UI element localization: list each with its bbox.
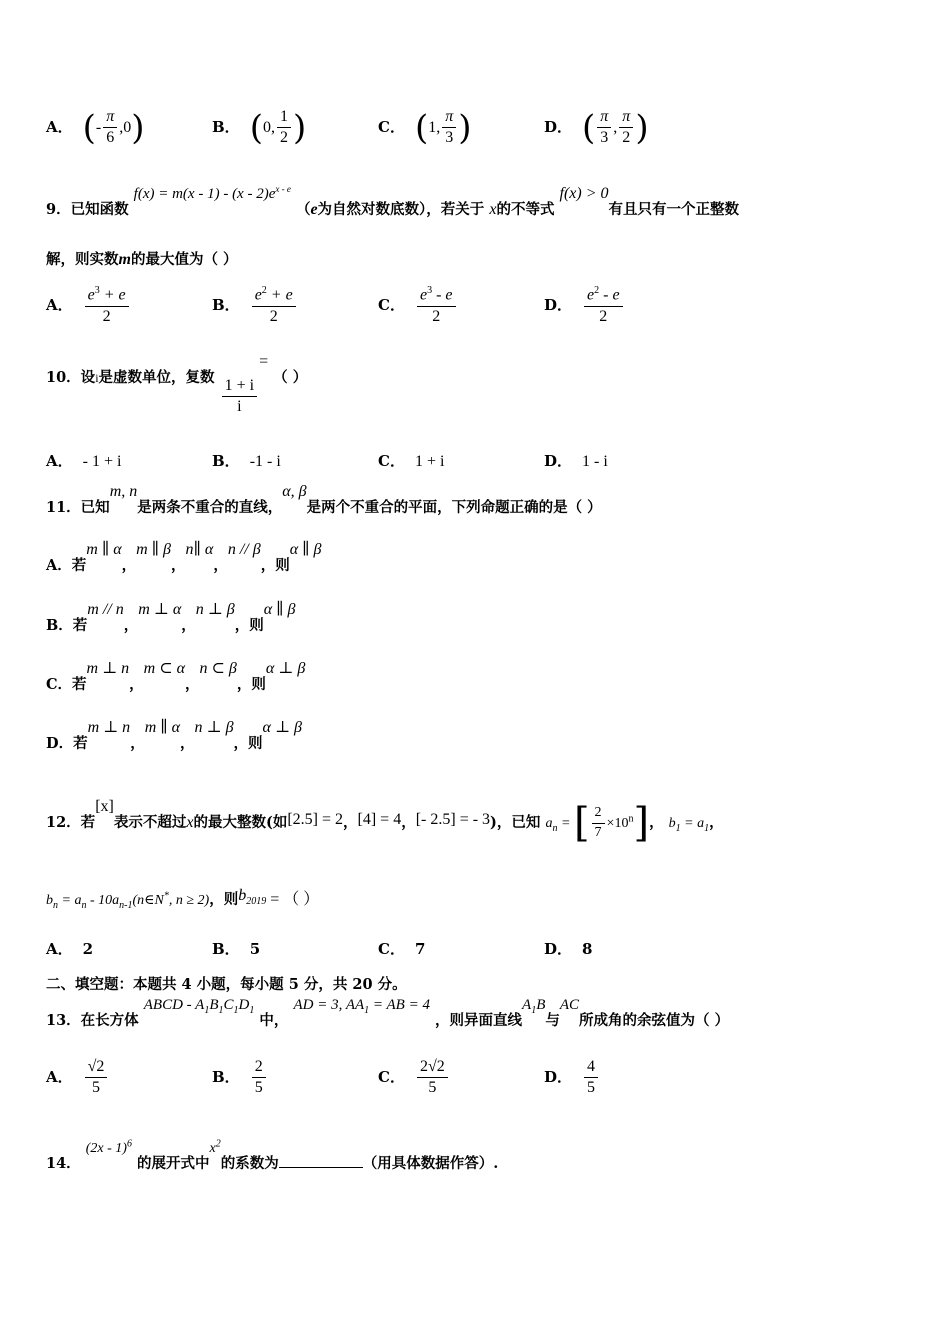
answer-blank[interactable] <box>279 1155 363 1168</box>
fraction: $\frac{\pi}{6}$ <box>103 108 117 148</box>
q12-option-a[interactable]: A． 2 <box>46 940 94 958</box>
q11-stem: 11．已知m, n是两条不重合的直线，α, β是两个不重合的平面，下列命题正确的是（ ） <box>46 483 602 516</box>
q12-option-b[interactable]: B． 5 <box>212 940 261 958</box>
q11-option-a[interactable]: A．若m ∥ α，m ∥ β，n∥ α，n // β，则α ∥ β <box>46 541 322 574</box>
q12-option-c[interactable]: C． 7 <box>378 940 426 958</box>
q13-option-b[interactable]: B． $\frac{2}{5}$ <box>212 1058 268 1098</box>
q10-option-b[interactable]: B． -1 - i <box>212 452 281 470</box>
q10-stem: 10．设i是虚数单位，复数 $\frac{1 + i}{i}$ = （ ） <box>46 353 308 416</box>
option-label: A． <box>46 117 73 136</box>
fraction: $\frac{\pi}{3}$ <box>442 108 456 148</box>
q14-stem: 14． (2x - 1)$^6$ 的展开式中$x^2$的系数为 （用具体数据作答）. <box>46 1138 499 1172</box>
q9-option-d[interactable]: D． $\frac{e^2 - e}{2}$ <box>544 285 625 326</box>
q10-option-d[interactable]: D． 1 - i <box>544 452 608 470</box>
q12-option-d[interactable]: D． 8 <box>544 940 593 958</box>
q8-option-d[interactable]: D． ( $\frac{\pi}{3}$ , $\frac{\pi}{2}$ ) <box>544 107 649 148</box>
q9-stem-line1: 9．已知函数 $f(x) = m(x - 1) - (x - 2)e^{x - e}$ （e为自然对数底数），若关于 x的不等式 f(x) > 0有且只有一个正整数 <box>46 184 740 218</box>
q13-option-d[interactable]: D． $\frac{4}{5}$ <box>544 1058 600 1098</box>
fraction: $\frac{\pi}{3}$ <box>597 108 611 148</box>
fraction: $\frac{\pi}{2}$ <box>619 108 633 148</box>
q9-stem-line2: 解，则实数m的最大值为（ ） <box>46 251 238 268</box>
q10-option-a[interactable]: A． - 1 + i <box>46 452 122 470</box>
q13-stem: 13．在长方体 ABCD - $A_1B_1C_1D_1$ 中， AD = 3, $AA_1$ = AB = 4 ，则异面直线$A_1B$与AC所成角的余弦值为（ ） <box>46 997 730 1029</box>
q11-option-b[interactable]: B．若m // n，m ⊥ α，n ⊥ β，则α ∥ β <box>46 601 296 634</box>
q13-option-a[interactable]: A． $\frac{√2}{5}$ <box>46 1058 109 1098</box>
q9-option-a[interactable]: A． $\frac{e^3 + e}{2}$ <box>46 285 131 326</box>
q8-option-b[interactable]: B． (0, $\frac{1}{2}$ ) <box>212 107 307 148</box>
q9-option-b[interactable]: B． $\frac{e^2 + e}{2}$ <box>212 285 298 326</box>
q13-option-c[interactable]: C． $\frac{2√2}{5}$ <box>378 1058 450 1098</box>
q11-option-d[interactable]: D．若m ⊥ n，m ∥ α，n ⊥ β，则α ⊥ β <box>46 719 302 752</box>
q10-option-c[interactable]: C． 1 + i <box>378 452 445 470</box>
q12-stem-line2: $b_n = a_n$ - $10a_{n-1}(n\in N^*$, n ≥ 2)，则$b_{2019}$ = （ ） <box>46 887 320 911</box>
fraction: $\frac{1}{2}$ <box>277 108 291 148</box>
section-heading: 二、填空题：本题共 4 小题，每小题 5 分，共 20 分。 <box>46 976 407 993</box>
q12-stem-line1: 12．若[x]表示不超过x的最大整数(如[2.5] = 2，[4] = 4，[- 2.5] = - 3)，已知 $a_n$ = [ $\frac{2}{7}$ $\times 10^n$]， $b_1 = a_1$， <box>46 798 724 846</box>
q8-option-a[interactable]: A． (- $\frac{\pi}{6}$ ,0) <box>46 107 145 148</box>
q9-option-c[interactable]: C． $\frac{e^3 - e}{2}$ <box>378 285 458 326</box>
q8-option-c[interactable]: C． (1, $\frac{\pi}{3}$ ) <box>378 107 472 148</box>
q11-option-c[interactable]: C．若m ⊥ n，m ⊂ α，n ⊂ β，则α ⊥ β <box>46 660 306 693</box>
